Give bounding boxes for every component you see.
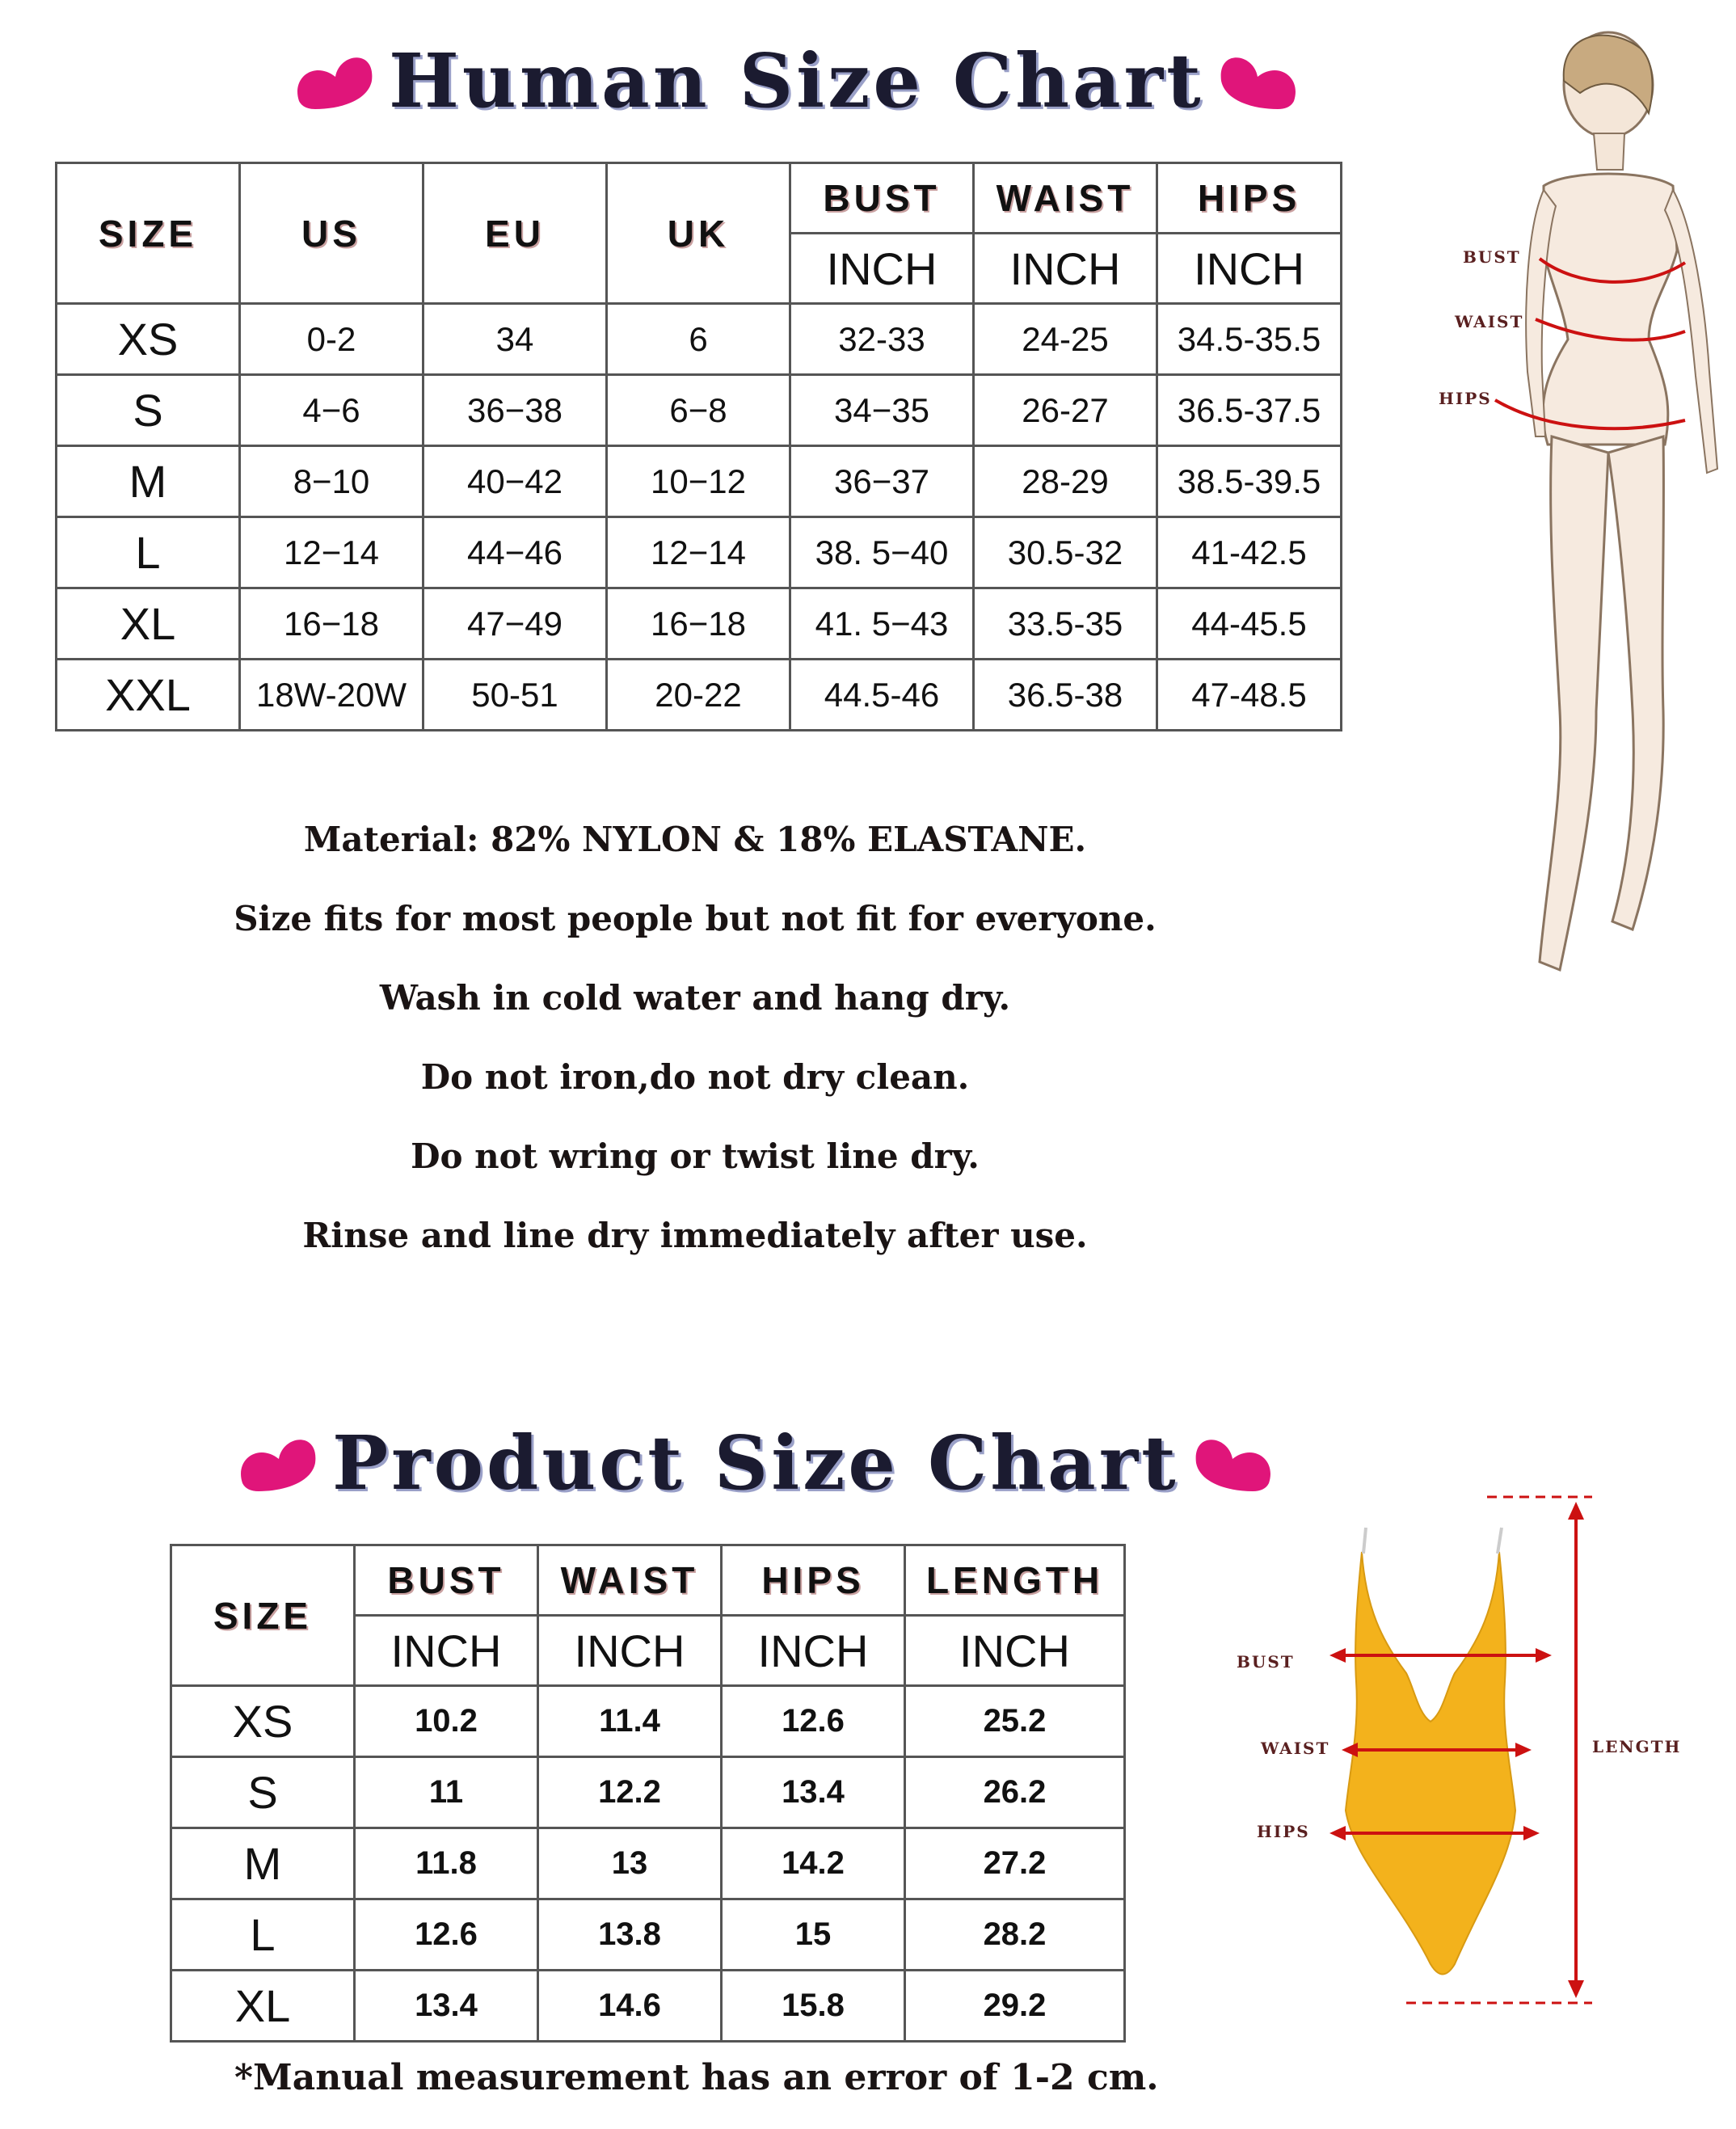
table-row — [57, 304, 1342, 375]
uk-cell: 16−18 — [607, 588, 790, 660]
measurement-footnote: *Manual measurement has an error of 1-2 cm. — [234, 2057, 1159, 2098]
eu-cell: 36−38 — [423, 375, 607, 446]
heart-left-icon — [291, 44, 384, 117]
swimsuit-label-length: LENGTH — [1592, 1737, 1682, 1756]
waist-cell: 26-27 — [974, 375, 1157, 446]
figure-label-hips: HIPS — [1439, 389, 1492, 408]
length-cell: 29.2 — [905, 1971, 1125, 2042]
size-cell: XXL — [57, 660, 240, 731]
bust-cell: 38. 5−40 — [790, 517, 974, 588]
size-cell: XS — [57, 304, 240, 375]
size-cell: S — [171, 1757, 355, 1828]
hips-cell: 12.6 — [722, 1686, 905, 1757]
note-material: Material: 82% NYLON & 18% ELASTANE. — [303, 820, 1087, 859]
hips-cell: 41-42.5 — [1157, 517, 1342, 588]
length-cell: 28.2 — [905, 1899, 1125, 1971]
unit-hips: INCH — [722, 1616, 905, 1686]
hips-cell: 13.4 — [722, 1757, 905, 1828]
human-size-table — [55, 162, 1342, 731]
header-size: SIZE — [171, 1545, 355, 1686]
waist-cell: 30.5-32 — [974, 517, 1157, 588]
length-cell: 25.2 — [905, 1686, 1125, 1757]
table-row — [57, 446, 1342, 517]
note-wash: Wash in cold water and hang dry. — [379, 978, 1011, 1018]
note-fit: Size fits for most people but not fit for everyone. — [234, 899, 1157, 938]
waist-cell: 33.5-35 — [974, 588, 1157, 660]
eu-cell: 40−42 — [423, 446, 607, 517]
unit-length: INCH — [905, 1616, 1125, 1686]
human-size-chart-title — [291, 32, 1302, 129]
bust-cell: 11 — [355, 1757, 538, 1828]
figure-label-bust: BUST — [1463, 247, 1521, 267]
header-length: LENGTH — [905, 1545, 1125, 1616]
uk-cell: 6 — [607, 304, 790, 375]
waist-cell: 24-25 — [974, 304, 1157, 375]
header-bust: BUST — [355, 1545, 538, 1616]
us-cell: 12−14 — [240, 517, 423, 588]
size-cell: L — [171, 1899, 355, 1971]
note-wring: Do not wring or twist line dry. — [411, 1136, 980, 1176]
human-header-row — [57, 163, 1342, 234]
bust-cell: 11.8 — [355, 1828, 538, 1899]
bust-cell: 44.5-46 — [790, 660, 974, 731]
hips-cell: 44-45.5 — [1157, 588, 1342, 660]
us-cell: 16−18 — [240, 588, 423, 660]
header-waist: WAIST — [538, 1545, 722, 1616]
heart-right-icon — [1209, 44, 1302, 117]
header-waist: WAIST — [974, 163, 1157, 234]
unit-bust: INCH — [355, 1616, 538, 1686]
table-row — [57, 588, 1342, 660]
eu-cell: 47−49 — [423, 588, 607, 660]
note-rinse: Rinse and line dry immediately after use. — [302, 1216, 1088, 1255]
uk-cell: 6−8 — [607, 375, 790, 446]
product-size-table — [170, 1544, 1126, 2043]
header-hips: HIPS — [722, 1545, 905, 1616]
size-cell: L — [57, 517, 240, 588]
bust-cell: 34−35 — [790, 375, 974, 446]
header-uk: UK — [607, 163, 790, 304]
bust-cell: 13.4 — [355, 1971, 538, 2042]
us-cell: 0-2 — [240, 304, 423, 375]
uk-cell: 10−12 — [607, 446, 790, 517]
header-hips: HIPS — [1157, 163, 1342, 234]
figure-label-waist: WAIST — [1455, 312, 1524, 331]
uk-cell: 12−14 — [607, 517, 790, 588]
header-us: US — [240, 163, 423, 304]
us-cell: 4−6 — [240, 375, 423, 446]
unit-hips: INCH — [1157, 234, 1342, 304]
swimsuit-illustration — [1212, 1479, 1682, 2029]
header-size: SIZE — [57, 163, 240, 304]
heart-left-icon — [234, 1427, 327, 1499]
uk-cell: 20-22 — [607, 660, 790, 731]
header-bust: BUST — [790, 163, 974, 234]
hips-cell: 34.5-35.5 — [1157, 304, 1342, 375]
size-cell: M — [171, 1828, 355, 1899]
waist-cell: 11.4 — [538, 1686, 722, 1757]
body-figure-illustration — [1406, 16, 1730, 994]
size-cell: S — [57, 375, 240, 446]
table-row — [57, 660, 1342, 731]
swimsuit-label-bust: BUST — [1237, 1652, 1295, 1672]
table-row — [57, 375, 1342, 446]
eu-cell: 44−46 — [423, 517, 607, 588]
length-cell: 27.2 — [905, 1828, 1125, 1899]
bust-cell: 12.6 — [355, 1899, 538, 1971]
table-row — [57, 517, 1342, 588]
waist-cell: 36.5-38 — [974, 660, 1157, 731]
length-cell: 26.2 — [905, 1757, 1125, 1828]
table-row — [171, 1686, 1125, 1757]
human-size-chart-title-text: Human Size Chart — [389, 37, 1204, 124]
size-cell: M — [57, 446, 240, 517]
product-size-chart-title — [234, 1414, 1277, 1511]
waist-cell: 12.2 — [538, 1757, 722, 1828]
size-cell: XS — [171, 1686, 355, 1757]
bust-cell: 10.2 — [355, 1686, 538, 1757]
hips-cell: 14.2 — [722, 1828, 905, 1899]
hips-cell: 38.5-39.5 — [1157, 446, 1342, 517]
bust-cell: 41. 5−43 — [790, 588, 974, 660]
swimsuit-label-waist: WAIST — [1261, 1739, 1330, 1758]
bust-cell: 36−37 — [790, 446, 974, 517]
us-cell: 8−10 — [240, 446, 423, 517]
eu-cell: 34 — [423, 304, 607, 375]
unit-waist: INCH — [538, 1616, 722, 1686]
size-cell: XL — [171, 1971, 355, 2042]
table-row — [171, 1971, 1125, 2042]
size-cell: XL — [57, 588, 240, 660]
eu-cell: 50-51 — [423, 660, 607, 731]
waist-cell: 28-29 — [974, 446, 1157, 517]
swimsuit-label-hips: HIPS — [1257, 1822, 1310, 1841]
waist-cell: 13 — [538, 1828, 722, 1899]
product-header-row — [171, 1545, 1125, 1616]
unit-waist: INCH — [974, 234, 1157, 304]
hips-cell: 47-48.5 — [1157, 660, 1342, 731]
table-row — [171, 1899, 1125, 1971]
care-instructions — [210, 800, 1180, 1275]
note-iron: Do not iron,do not dry clean. — [420, 1057, 970, 1097]
waist-cell: 14.6 — [538, 1971, 722, 2042]
waist-cell: 13.8 — [538, 1899, 722, 1971]
header-eu: EU — [423, 163, 607, 304]
product-size-chart-title-text: Product Size Chart — [332, 1419, 1179, 1507]
table-row — [171, 1757, 1125, 1828]
table-row — [171, 1828, 1125, 1899]
us-cell: 18W-20W — [240, 660, 423, 731]
hips-cell: 36.5-37.5 — [1157, 375, 1342, 446]
bust-cell: 32-33 — [790, 304, 974, 375]
hips-cell: 15.8 — [722, 1971, 905, 2042]
unit-bust: INCH — [790, 234, 974, 304]
hips-cell: 15 — [722, 1899, 905, 1971]
